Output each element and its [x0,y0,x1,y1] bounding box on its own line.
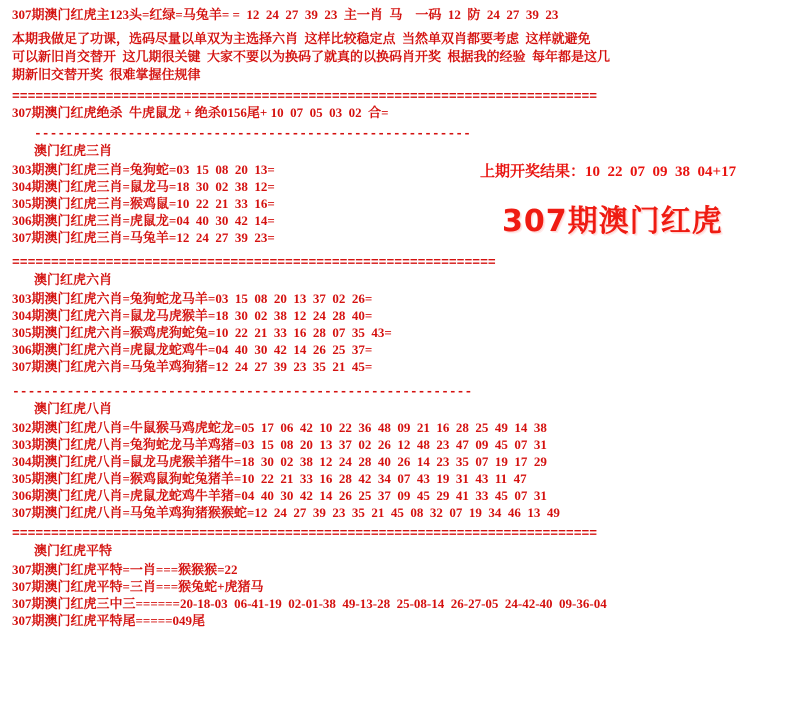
group-rows [0,561,812,629]
page-title: 307期澳门红虎主123头=红绿=马兔羊= = 12 24 27 39 23 主一肖 马 一码 12 防 24 27 39 23 [12,7,559,22]
list-item: 302期澳门红虎八肖=牛鼠猴马鸡虎蛇龙=05 17 06 42 10 22 36 48 09 21 16 28 25 49 14 38 [12,420,547,435]
list-item: 303期澳门红虎六肖=兔狗蛇龙马羊=03 15 08 20 13 37 02 26= [12,291,373,306]
group-title: 澳门红虎八肖 [34,401,113,416]
group-liuxiao [0,270,812,375]
separator-equals: ============================================================== [12,255,496,270]
list-item: 306期澳门红虎六肖=虎鼠龙蛇鸡牛=04 40 30 42 14 26 25 37= [12,342,373,357]
group-baxiao [0,399,812,521]
list-item: 307期澳门红虎三肖=马兔羊=12 24 27 39 23= [12,230,275,245]
group-title: 澳门红虎三肖 [34,143,113,158]
juesha-line: 307期澳门红虎绝杀 牛虎鼠龙 + 绝杀0156尾+ 10 07 05 03 02 合= [12,105,389,120]
group-title: 澳门红虎平特 [34,543,113,558]
list-item: 304期澳门红虎六肖=鼠龙马虎猴羊=18 30 02 38 12 24 28 40= [12,308,373,323]
group-title: 澳门红虎六肖 [34,272,113,287]
list-item: 304期澳门红虎三肖=鼠龙马=18 30 02 38 12= [12,179,275,194]
list-item: 307期澳门红虎平特=一肖===猴猴猴=22 [12,562,238,577]
group-pingte [0,541,812,629]
list-item: 307期澳门红虎六肖=马兔羊鸡狗猪=12 24 27 39 23 35 21 45= [12,359,373,374]
issue-big-title: 307期澳门红虎 [502,204,723,239]
list-item: 307期澳门红虎平特=三肖===猴兔蛇+虎猪马 [12,579,264,594]
list-item: 307期澳门红虎三中三======20-18-03 06-41-19 02-01-38 49-13-28 25-08-14 26-27-05 24-42-40 09-36-04 [12,596,607,611]
group-rows [0,290,812,375]
last-draw-numbers: 10 22 07 09 38 04+17 [585,164,737,180]
separator-dashes: ----------------------------------------------------------- [12,384,473,399]
list-item: 306期澳门红虎八肖=虎鼠龙蛇鸡牛羊猪=04 40 30 42 14 26 25 37 09 45 29 41 33 45 07 31 [12,488,547,503]
separator-dashes: -------------------------------------------------------- [34,126,471,141]
intro-line: 本期我做足了功课，选码尽量以单双为主选择六肖 这样比较稳定点 当然单双肖都要考虑 这样就避免 [12,31,591,46]
list-item: 303期澳门红虎八肖=兔狗蛇龙马羊鸡猪=03 15 08 20 13 37 02 26 12 48 23 47 09 45 07 31 [12,437,547,452]
list-item: 307期澳门红虎平特尾=====049尾 [12,613,206,628]
list-item: 306期澳门红虎三肖=虎鼠龙=04 40 30 42 14= [12,213,275,228]
intro-paragraph [0,30,812,84]
list-item: 304期澳门红虎八肖=鼠龙马虎猴羊猪牛=18 30 02 38 12 24 28 40 26 14 23 35 07 19 17 29 [12,454,547,469]
group-rows [0,419,812,521]
list-item: 305期澳门红虎六肖=猴鸡虎狗蛇兔=10 22 21 33 16 28 07 35 43= [12,325,392,340]
last-draw-result [480,160,736,181]
intro-line: 可以新旧肖交替开 这几期很关键 大家不要以为换码了就真的以换码肖开奖 根据我的经验 每年都是这几 [12,49,611,64]
last-draw-label: 上期开奖结果： [480,164,586,180]
list-item: 305期澳门红虎八肖=猴鸡鼠狗蛇兔猪羊=10 22 21 33 16 28 42 34 07 43 19 31 43 11 47 [12,471,527,486]
list-item: 307期澳门红虎八肖=马兔羊鸡狗猪猴猴蛇=12 24 27 39 23 35 21 45 08 32 07 19 34 46 13 49 [12,505,560,520]
separator-equals: =========================================================================== [12,526,598,541]
list-item: 303期澳门红虎三肖=兔狗蛇=03 15 08 20 13= [12,162,275,177]
separator-equals: =========================================================================== [12,89,598,104]
intro-line: 期新旧交替开奖 很难掌握住规律 [12,67,201,82]
list-item: 305期澳门红虎三肖=猴鸡鼠=10 22 21 33 16= [12,196,275,211]
